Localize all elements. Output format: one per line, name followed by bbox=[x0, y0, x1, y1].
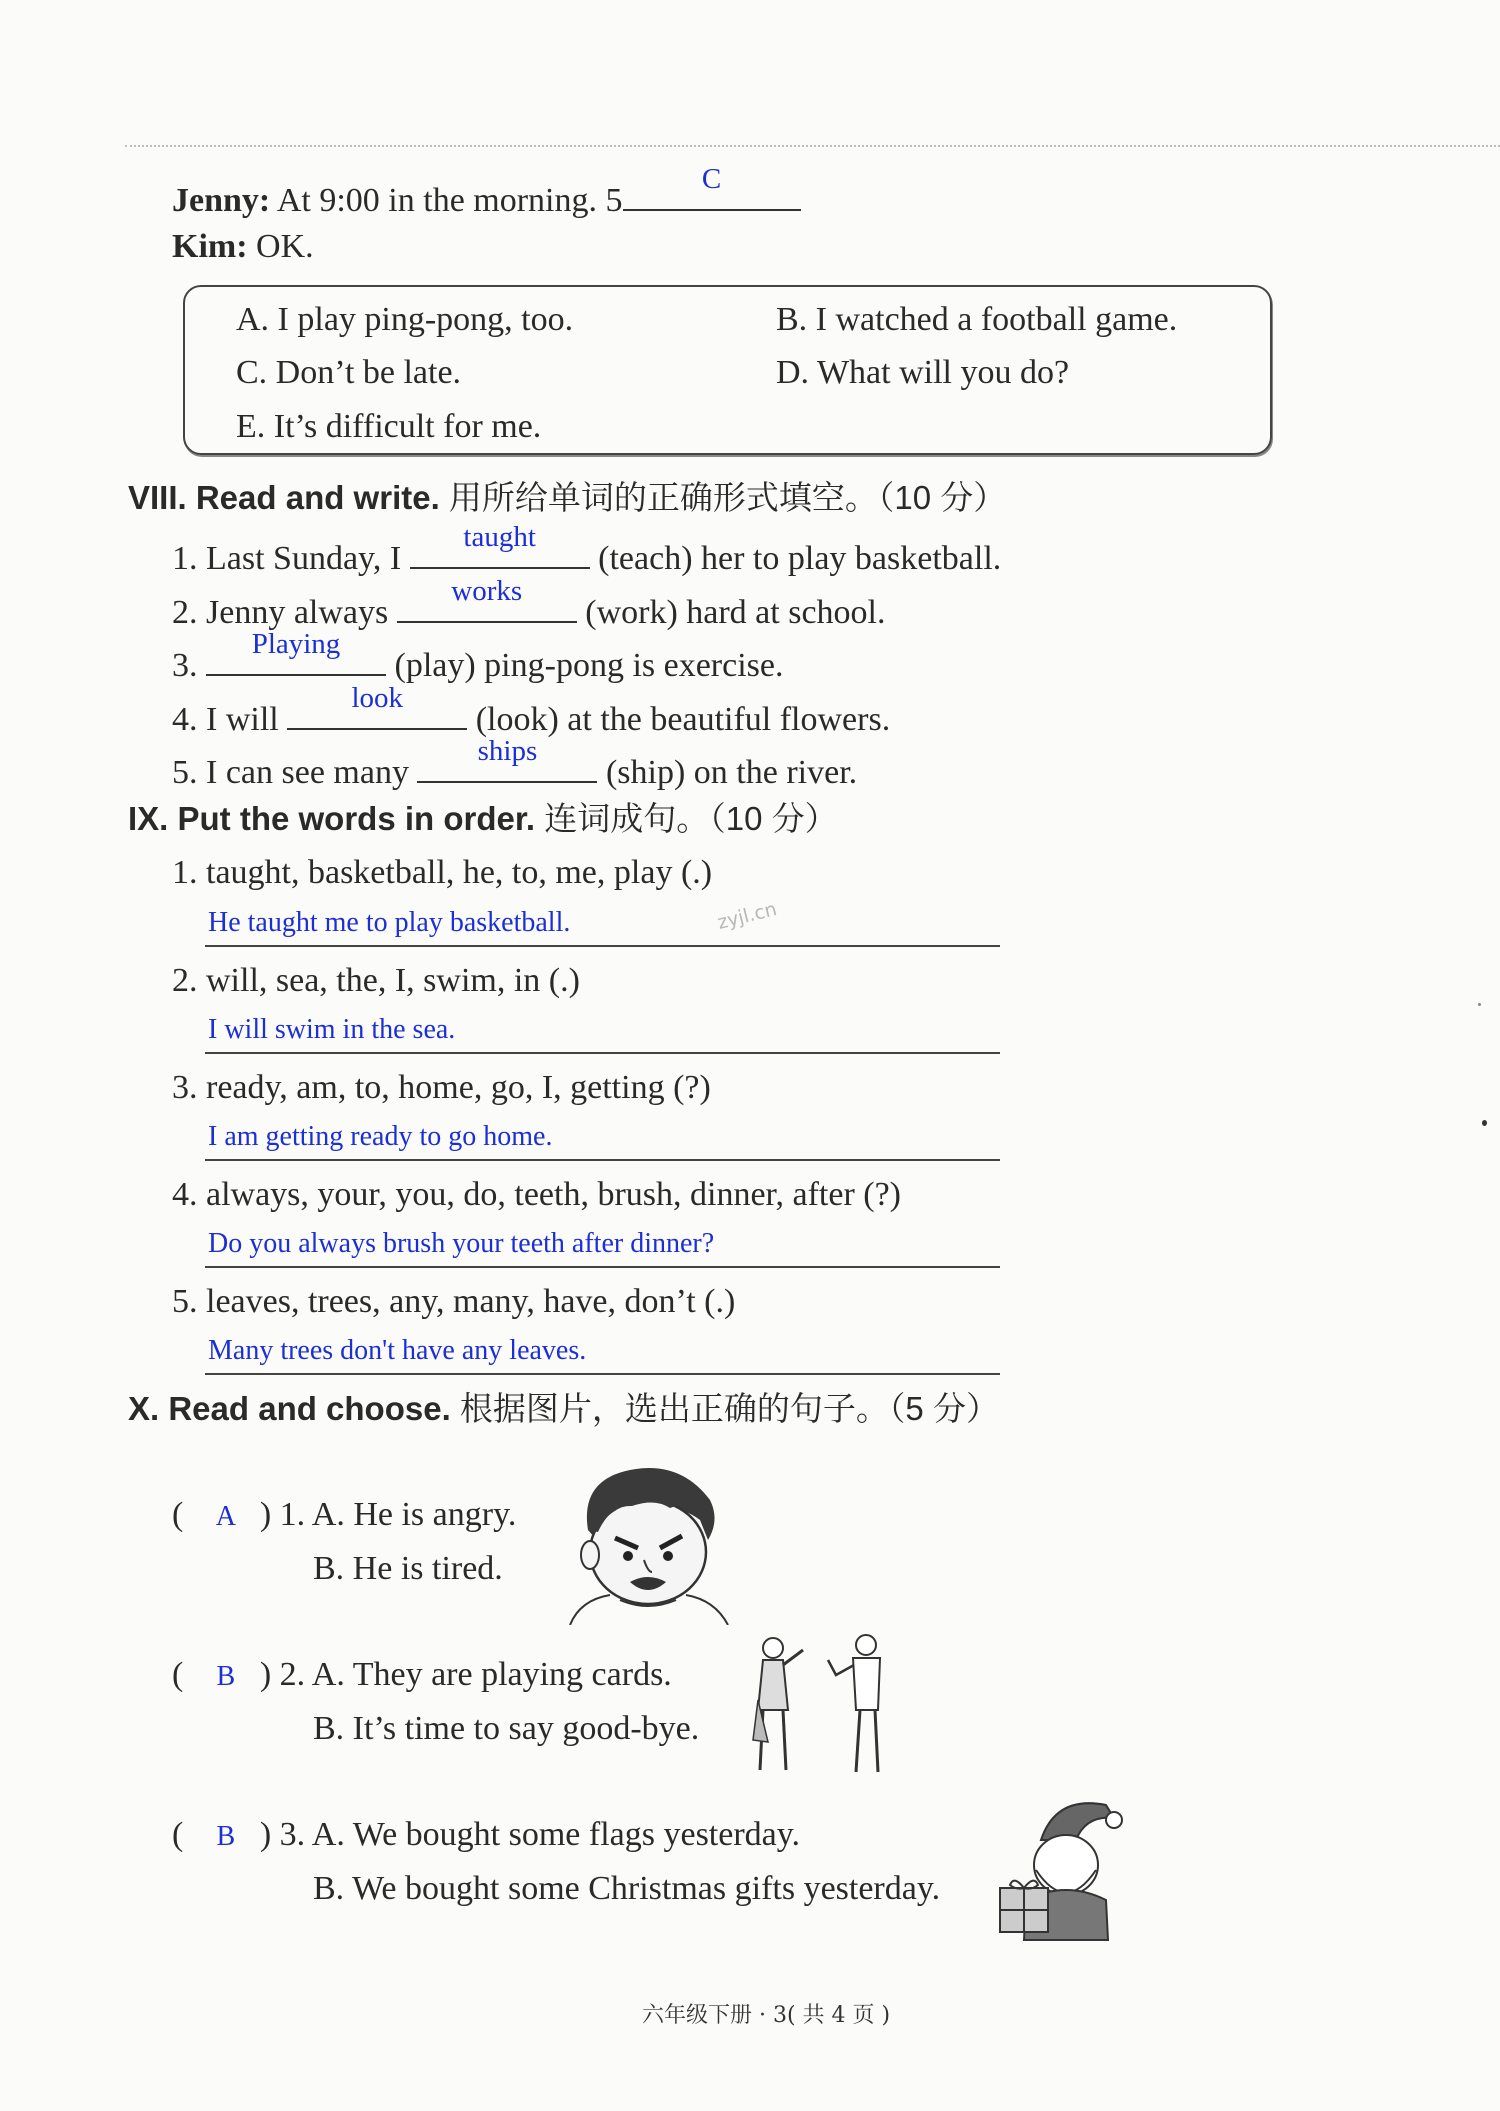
page-footer: 六年级下册 · 3( 共 4 页 ) bbox=[642, 2003, 891, 2028]
order-answer: I will swim in the sea. bbox=[208, 1014, 456, 1045]
answer-blank[interactable] bbox=[410, 521, 590, 569]
order-answer: Many trees don't have any leaves. bbox=[208, 1335, 587, 1366]
choose-item-2 bbox=[172, 1656, 672, 1694]
order-answer: Do you always brush your teeth after dinner? bbox=[208, 1228, 715, 1259]
answer-blank[interactable] bbox=[397, 575, 577, 623]
option-e: E. It’s difficult for me. bbox=[236, 408, 542, 445]
blank-answer: Playing bbox=[251, 628, 341, 660]
order-prompt-1: 1. taught, basketball, he, to, me, play (.) bbox=[172, 854, 713, 891]
order-prompt-2: 2. will, sea, the, I, swim, in (.) bbox=[172, 962, 580, 999]
open-paren: ( bbox=[172, 1656, 184, 1693]
top-divider bbox=[125, 145, 1500, 147]
choice-answer[interactable]: B bbox=[216, 1661, 236, 1692]
choose-item-1 bbox=[172, 1496, 516, 1534]
fill-item-5 bbox=[172, 735, 858, 793]
order-answer-line-1[interactable] bbox=[205, 905, 1000, 947]
choose-option-b: B. He is tired. bbox=[313, 1550, 503, 1587]
speck bbox=[1482, 1120, 1487, 1126]
fill-item-text: 2. Jenny always bbox=[172, 594, 389, 631]
section-8-title-cn: 用所给单词的正确形式填空。（10 分） bbox=[448, 479, 1007, 516]
section-8-heading bbox=[128, 478, 1006, 518]
answer-blank[interactable] bbox=[417, 735, 597, 783]
option-b: B. I watched a football game. bbox=[776, 301, 1178, 338]
speaker-kim: Kim: bbox=[172, 228, 248, 265]
dialogue-line-kim bbox=[172, 227, 314, 267]
dialogue-text: At 9:00 in the morning. 5 bbox=[276, 182, 623, 219]
fill-item-text: 4. I will bbox=[172, 701, 279, 738]
fill-item-text: (look) at the beautiful flowers. bbox=[475, 701, 891, 738]
section-9-title-cn: 连词成句。（10 分） bbox=[544, 800, 838, 837]
fill-item-text: (play) ping-pong is exercise. bbox=[394, 647, 784, 684]
blank-answer: taught bbox=[463, 521, 536, 553]
speck bbox=[1478, 1003, 1481, 1006]
blank-answer: look bbox=[351, 682, 403, 714]
choice-answer[interactable]: B bbox=[216, 1821, 236, 1852]
order-answer-line-5[interactable] bbox=[205, 1333, 1000, 1375]
choose-option-a: ) 2. A. They are playing cards. bbox=[259, 1656, 672, 1693]
order-prompt-4: 4. always, your, you, do, teeth, brush, dinner, after (?) bbox=[172, 1176, 902, 1213]
answer-blank[interactable] bbox=[206, 628, 386, 676]
fill-item-text: (ship) on the river. bbox=[605, 754, 858, 791]
fill-item-text: (teach) her to play basketball. bbox=[598, 540, 1002, 577]
option-a: A. I play ping-pong, too. bbox=[236, 301, 574, 338]
watermark: zyjl.cn bbox=[715, 898, 780, 934]
choose-item-3 bbox=[172, 1816, 800, 1854]
fill-item-text: (work) hard at school. bbox=[585, 594, 886, 631]
speaker-jenny: Jenny: bbox=[172, 182, 271, 219]
choose-option-b: B. It’s time to say good-bye. bbox=[313, 1710, 700, 1747]
order-answer-line-3[interactable] bbox=[205, 1119, 1000, 1161]
angry-boy-illustration bbox=[560, 1460, 730, 1625]
waving-people-illustration bbox=[748, 1630, 900, 1780]
order-answer: He taught me to play basketball. bbox=[208, 907, 571, 938]
section-9-title-en: IX. Put the words in order. bbox=[128, 800, 536, 837]
choice-answer[interactable]: A bbox=[215, 1501, 236, 1532]
order-answer: I am getting ready to go home. bbox=[208, 1121, 553, 1152]
option-d: D. What will you do? bbox=[776, 354, 1070, 391]
order-answer-line-2[interactable] bbox=[205, 1012, 1000, 1054]
order-prompt-5: 5. leaves, trees, any, many, have, don’t (.) bbox=[172, 1283, 736, 1320]
dialogue-line-jenny bbox=[172, 163, 801, 221]
fill-item-3 bbox=[172, 628, 784, 686]
fill-item-1 bbox=[172, 521, 1002, 579]
blank-answer: works bbox=[451, 575, 523, 607]
choose-option-a: ) 1. A. He is angry. bbox=[259, 1496, 517, 1533]
choose-option-a: ) 3. A. We bought some flags yesterday. bbox=[259, 1816, 801, 1853]
choose-option-b: B. We bought some Christmas gifts yesterday. bbox=[313, 1870, 941, 1907]
fill-item-text: 3. bbox=[172, 647, 198, 684]
option-c: C. Don’t be late. bbox=[236, 354, 462, 391]
fill-item-text: 1. Last Sunday, I bbox=[172, 540, 402, 577]
section-9-heading bbox=[128, 799, 838, 839]
santa-gift-illustration bbox=[996, 1790, 1126, 1942]
section-10-title-en: X. Read and choose. bbox=[128, 1390, 451, 1427]
fill-item-text: 5. I can see many bbox=[172, 754, 409, 791]
section-8-title-en: VIII. Read and write. bbox=[128, 479, 440, 516]
answer-blank[interactable] bbox=[287, 682, 467, 730]
blank-answer: C bbox=[701, 163, 722, 195]
blank-answer: ships bbox=[477, 735, 538, 767]
open-paren: ( bbox=[172, 1496, 184, 1533]
answer-blank[interactable] bbox=[623, 163, 801, 211]
open-paren: ( bbox=[172, 1816, 184, 1853]
section-10-title-cn: 根据图片，选出正确的句子。（5 分） bbox=[459, 1390, 999, 1427]
order-prompt-3: 3. ready, am, to, home, go, I, getting (?) bbox=[172, 1069, 711, 1106]
section-10-heading bbox=[128, 1389, 999, 1429]
order-answer-line-4[interactable] bbox=[205, 1226, 1000, 1268]
dialogue-text: OK. bbox=[256, 228, 314, 265]
